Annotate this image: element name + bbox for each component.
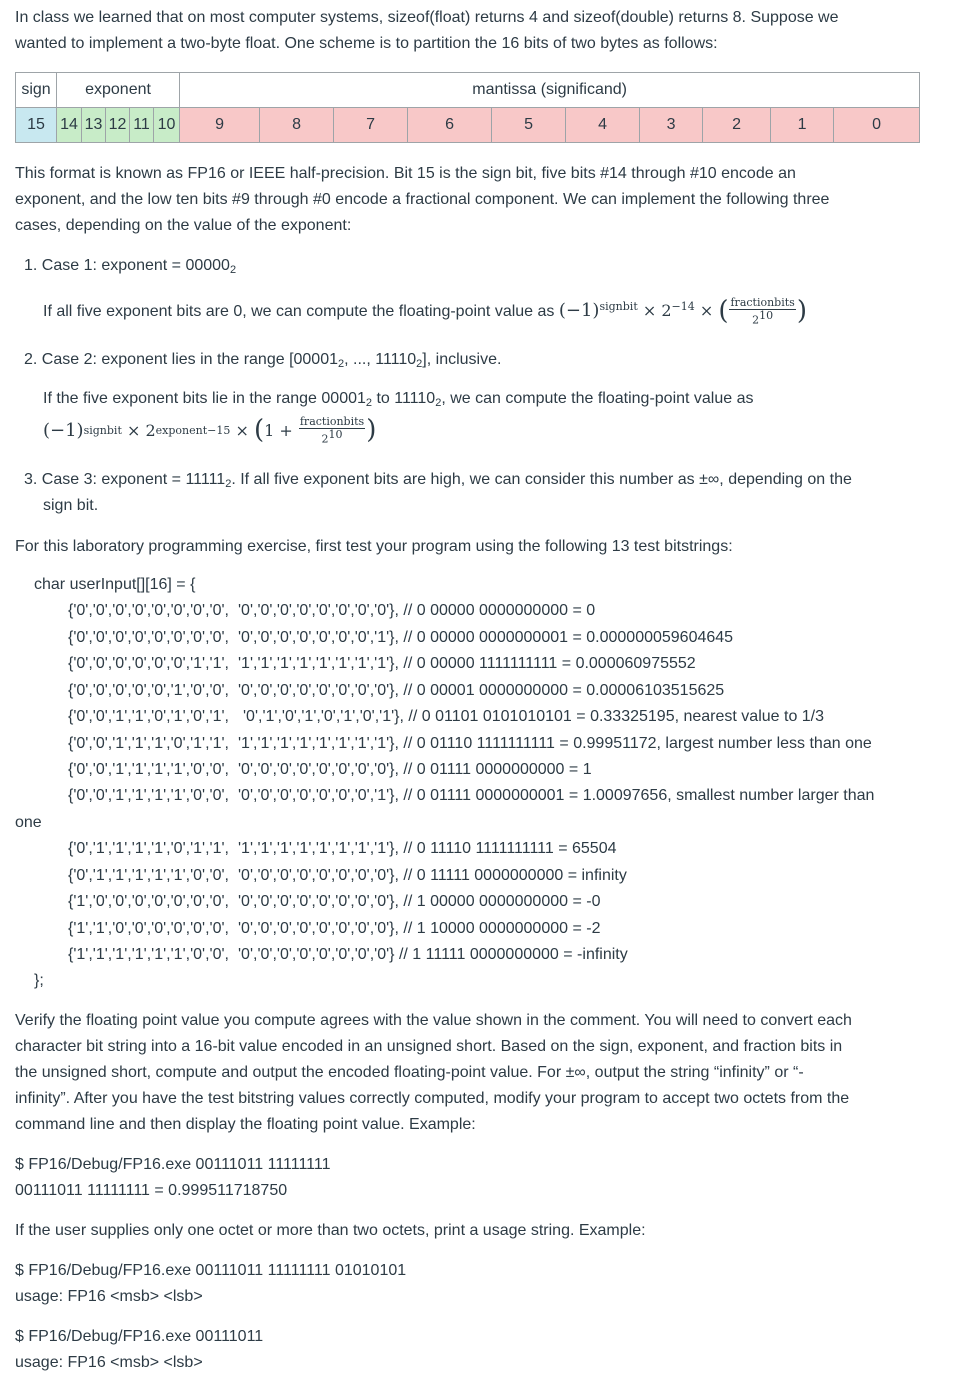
bit-layout-table bbox=[15, 72, 920, 143]
code-row-a: {'0','0','1','1','1','0','1','1', bbox=[68, 735, 229, 752]
code-row-b: '0','0','0','0','0','0','0','1'}, // 0 00000 0000000001 = 0.000000059604645 bbox=[238, 629, 734, 646]
code-row-b: '0','0','0','0','0','0','0','0'}, // 1 00000 0000000000 = -0 bbox=[238, 893, 601, 910]
code-row-b: '0','0','0','0','0','0','0','0'}, // 0 00000 0000000000 = 0 bbox=[238, 602, 596, 619]
example1-command: $ FP16/Debug/FP16.exe 00111011 11111111 bbox=[15, 1156, 331, 1173]
mantissa-bit-cell: 2 bbox=[703, 108, 771, 143]
code-row-a: {'0','0','0','0','0','0','1','1', bbox=[68, 655, 229, 672]
example3-command: $ FP16/Debug/FP16.exe 00111011 bbox=[15, 1328, 264, 1345]
example2-output: usage: FP16 <msb> <lsb> bbox=[15, 1288, 203, 1305]
verify-line-3: the unsigned short, compute and output the encoded floating-point value. For ±∞, output the string “infinity” or “- bbox=[15, 1064, 804, 1081]
code-row-a: {'0','0','1','1','1','1','0','0', bbox=[68, 787, 229, 804]
format-desc-line-2: exponent, and the low ten bits #9 through #0 encode a fractional component. We can implement the following three bbox=[15, 191, 830, 208]
exponent-bit-cell: 13 bbox=[82, 108, 106, 143]
code-open: char userInput[][16] = { bbox=[34, 576, 196, 593]
code-row-b: '1','1','1','1','1','1','1','1'}, // 0 01110 1111111111 = 0.99951172, largest number less than one bbox=[238, 735, 872, 752]
lab-intro: For this laboratory programming exercise, first test your program using the following 13 test bitstrings: bbox=[15, 538, 733, 555]
case1-formula-line bbox=[43, 294, 807, 330]
verify-line-4: infinity”. After you have the test bitstring values correctly computed, modify your program to accept two octets from the bbox=[15, 1090, 850, 1107]
exponent-bit-cell: 11 bbox=[130, 108, 154, 143]
format-desc-line-1: This format is known as FP16 or IEEE half-precision. Bit 15 is the sign bit, five bits #14 through #10 encode an bbox=[15, 165, 796, 182]
code-row-a: {'0','0','0','0','0','1','0','0', bbox=[68, 682, 229, 699]
verify-line-1: Verify the floating point value you compute agrees with the value shown in the comment. You will need to convert each bbox=[15, 1012, 852, 1029]
code-row-b: '0','1','0','1','0','1','0','1'}, // 0 01101 0101010101 = 0.33325195, nearest value to 1/3 bbox=[243, 708, 825, 725]
code-row-b: '0','0','0','0','0','0','0','0'}, // 0 11111 0000000000 = infinity bbox=[238, 867, 627, 884]
example1-output: 00111011 11111111 = 0.999511718750 bbox=[15, 1182, 288, 1199]
sign-header: sign bbox=[16, 73, 57, 108]
case2-formula: (−1) signbit × 2 exponent−15 × ( 1 + $\frac{\text{fractionbits}}{2^{10}}$ ) bbox=[43, 414, 377, 446]
exponent-bit-cell: 12 bbox=[106, 108, 130, 143]
format-desc-line-3: cases, depending on the value of the exponent: bbox=[15, 217, 352, 234]
example2-command: $ FP16/Debug/FP16.exe 00111011 11111111 01010101 bbox=[15, 1262, 407, 1279]
code-row-b: '0','0','0','0','0','0','0','0'}, // 1 10000 0000000000 = -2 bbox=[238, 920, 601, 937]
mantissa-header: mantissa (significand) bbox=[180, 73, 920, 108]
case3-line-2: sign bit. bbox=[43, 497, 99, 514]
mantissa-bit-cell: 5 bbox=[492, 108, 566, 143]
code-row-a: {'1','1','1','1','1','1','0','0', bbox=[68, 946, 229, 963]
code-row-b: '1','1','1','1','1','1','1','1'}, // 0 11110 1111111111 = 65504 bbox=[238, 840, 617, 857]
case2-heading: 2. Case 2: exponent lies in the range [$00001_2$, ..., $11110_2$], inclusive. bbox=[24, 351, 502, 370]
code-row-b: '0','0','0','0','0','0','0','1'}, // 0 01111 0000000001 = 1.00097656, smallest number larger than bbox=[238, 787, 875, 804]
case3-line-1: 3. Case 3: exponent = $11111_2$. If all five exponent bits are high, we can consider this number as ±∞, depending on the bbox=[24, 471, 852, 490]
code-row-a: {'0','0','1','1','1','1','0','0', bbox=[68, 761, 229, 778]
verify-line-2: character bit string into a 16-bit value encoded in an unsigned short. Based on the sign, exponent, and fraction bits in bbox=[15, 1038, 843, 1055]
mantissa-bit-cell: 4 bbox=[566, 108, 640, 143]
code-close: }; bbox=[34, 972, 44, 989]
mantissa-bit-cell: 1 bbox=[771, 108, 834, 143]
code-row-a: {'0','0','0','0','0','0','0','0', bbox=[68, 602, 229, 619]
exponent-header: exponent bbox=[57, 73, 180, 108]
case1-heading: 1. Case 1: exponent = $00000_2$ bbox=[24, 257, 237, 276]
code-row-a: {'1','0','0','0','0','0','0','0', bbox=[68, 893, 229, 910]
example3-output: usage: FP16 <msb> <lsb> bbox=[15, 1354, 203, 1371]
mantissa-bit-cell: 0 bbox=[834, 108, 920, 143]
code-row-b: '1','1','1','1','1','1','1','1'}, // 0 00000 1111111111 = 0.000060975552 bbox=[238, 655, 696, 672]
code-row-a: {'1','1','0','0','0','0','0','0', bbox=[68, 920, 229, 937]
code-wrap: one bbox=[15, 814, 42, 831]
bit-table-index-row bbox=[16, 108, 920, 143]
exponent-bit-cell: 14 bbox=[57, 108, 82, 143]
mantissa-bit-cell: 6 bbox=[408, 108, 492, 143]
sign-bit-cell: 15 bbox=[16, 108, 57, 143]
intro-line-2: wanted to implement a two-byte float. One scheme is to partition the 16 bits of two bytes as follows: bbox=[15, 35, 718, 52]
case2-text: If the five exponent bits lie in the range $00001_2$ to $11110_2$, we can compute the floating-point value as bbox=[43, 390, 754, 409]
code-row-b: '0','0','0','0','0','0','0','0'} // 1 11111 0000000000 = -infinity bbox=[238, 946, 628, 963]
code-row-a: {'0','1','1','1','1','0','1','1', bbox=[68, 840, 229, 857]
code-row-a: {'0','0','1','1','0','1','0','1', bbox=[68, 708, 229, 725]
code-row-b: '0','0','0','0','0','0','0','0'}, // 0 00001 0000000000 = 0.00006103515625 bbox=[238, 682, 725, 699]
exponent-bit-cell: 10 bbox=[154, 108, 180, 143]
mantissa-bit-cell: 9 bbox=[180, 108, 260, 143]
intro-line-1: In class we learned that on most computer systems, sizeof(float) returns 4 and sizeof(double) returns 8. Suppose we bbox=[15, 9, 839, 26]
case1-formula: $(-1)^{signbit} \times 2^{-14}$ × ( $\frac{\text{fractionbits}}{2^{10}}$ ) bbox=[558, 295, 807, 327]
mantissa-bit-cell: 8 bbox=[260, 108, 334, 143]
mantissa-bit-cell: 3 bbox=[640, 108, 703, 143]
code-row-b: '0','0','0','0','0','0','0','0'}, // 0 01111 0000000000 = 1 bbox=[238, 761, 592, 778]
mantissa-bit-cell: 7 bbox=[334, 108, 408, 143]
code-row-a: {'0','1','1','1','1','1','0','0', bbox=[68, 867, 229, 884]
code-row-a: {'0','0','0','0','0','0','0','0', bbox=[68, 629, 229, 646]
case1-text: If all five exponent bits are 0, we can compute the floating-point value as bbox=[43, 303, 555, 321]
bit-table-header-row bbox=[16, 73, 920, 108]
verify-line-5: command line and then display the floating point value. Example: bbox=[15, 1116, 476, 1133]
usage-intro: If the user supplies only one octet or more than two octets, print a usage string. Example: bbox=[15, 1222, 646, 1239]
